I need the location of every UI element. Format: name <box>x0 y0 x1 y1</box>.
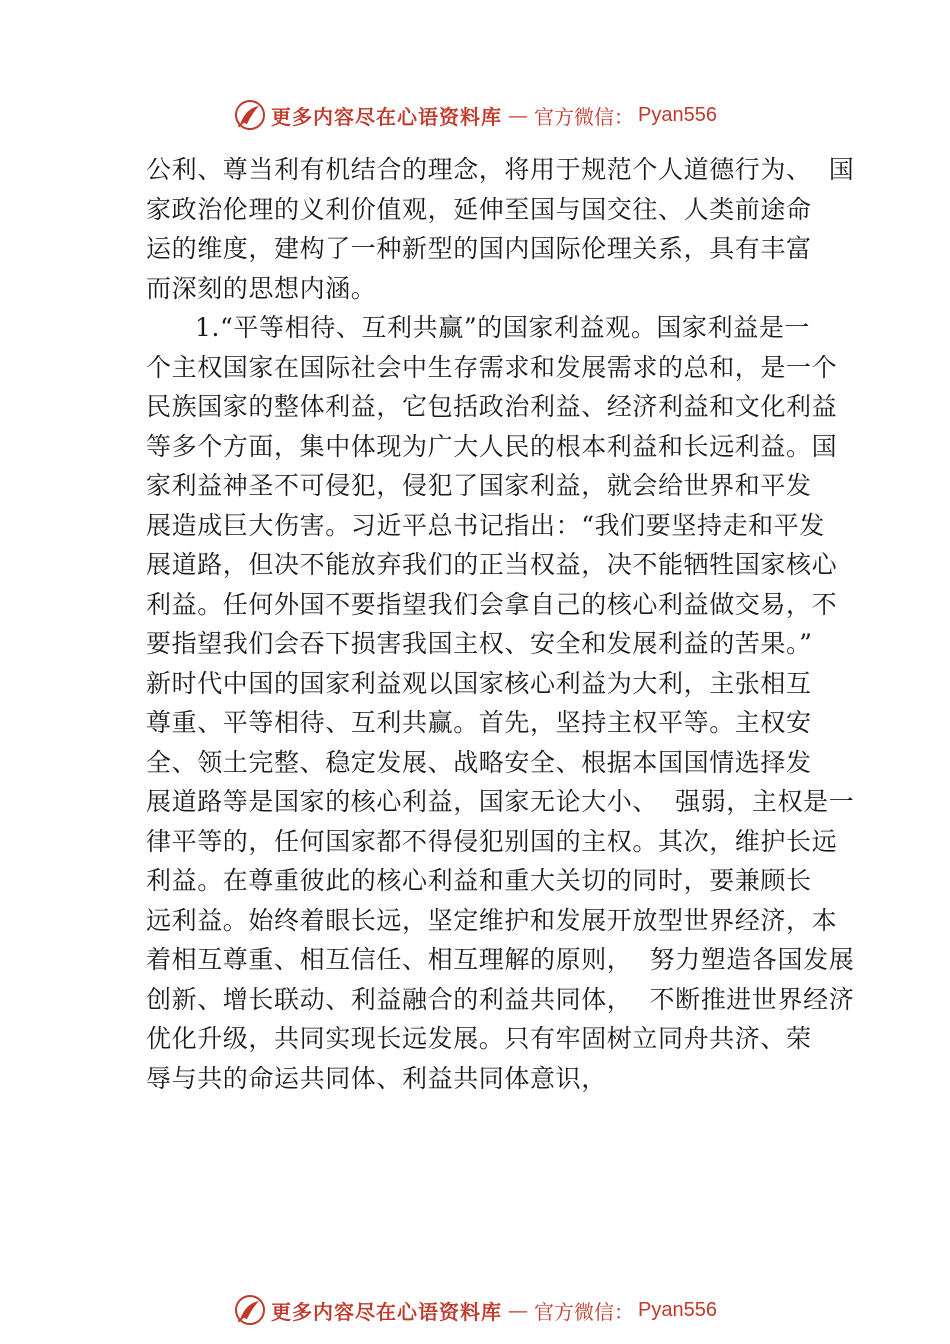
text-line: 家利益神圣不可侵犯，侵犯了国家利益，就会给世界和平发 <box>146 471 812 500</box>
text-line: 利益。任何外国不要指望我们会拿自己的核心利益做交易，不 <box>146 589 838 619</box>
text-line: 展造成巨大伤害。习近平总书记指出：“我们要坚持走和平发 <box>146 510 825 540</box>
paragraph-start-line: 1.“平等相待、互利共赢”的国家利益观。国家利益是一 <box>195 313 811 342</box>
text-line: 运的维度，建构了一种新型的国内国际伦理关系，具有丰富 <box>146 234 812 263</box>
text-line: 辱与共的命运共同体、利益共同体意识， <box>146 1063 607 1093</box>
text-line: 创新、增长联动、利益融合的利益共同体， 不断推进世界经济 <box>146 984 855 1014</box>
footer-wechat-id: Pyan556 <box>638 1298 717 1321</box>
header-banner <box>0 95 950 135</box>
header-wechat-id: Pyan556 <box>638 103 717 126</box>
footer-wechat-label: 官方微信： <box>534 1299 635 1324</box>
text-line: 新时代中国的国家利益观以国家核心利益为大利，主张相互 <box>146 668 812 698</box>
pen-logo-icon <box>233 1293 267 1327</box>
text-line: 远利益。始终着眼长远，坚定维护和发展开放型世界经济，本 <box>146 905 838 935</box>
text-line: 全、领土完整、稳定发展、战略安全、根据本国国情选择发 <box>146 747 812 777</box>
text-line: 公利、尊当利有机结合的理念，将用于规范个人道德行为、 国 <box>146 155 855 184</box>
header-wechat-label: 官方微信： <box>534 104 635 129</box>
text-line: 等多个方面，集中体现为广大人民的根本利益和长远利益。国 <box>146 431 838 461</box>
text-line: 律平等的，任何国家都不得侵犯别国的主权。其次，维护长远 <box>146 826 838 856</box>
text-line: 展道路，但决不能放弃我们的正当权益，决不能牺牲国家核心 <box>146 550 838 579</box>
text-line: 优化升级，共同实现长远发展。只有牢固树立同舟共济、荣 <box>146 1024 812 1053</box>
text-line: 家政治伦理的义利价值观，延伸至国与国交往、人类前途命 <box>146 194 812 224</box>
text-line: 着相互尊重、相互信任、相互理解的原则， 努力塑造各国发展 <box>146 945 855 974</box>
text-line: 尊重、平等相待、互利共赢。首先，坚持主权平等。主权安 <box>146 708 812 737</box>
header-separator: — <box>508 103 529 127</box>
footer-separator: — <box>508 1298 529 1322</box>
document-body <box>146 150 855 1098</box>
text-line: 要指望我们会吞下损害我国主权、安全和发展利益的苦果。” <box>146 629 813 658</box>
text-line: 个主权国家在国际社会中生存需求和发展需求的总和，是一个 <box>146 352 838 382</box>
text-line: 利益。在尊重彼此的核心利益和重大关切的同时，要兼顾长 <box>146 866 812 895</box>
text-line: 民族国家的整体利益，它包括政治利益、经济利益和文化利益 <box>146 392 838 421</box>
text-line: 而深刻的思想内涵。 <box>146 273 377 303</box>
pen-logo-icon <box>233 98 267 132</box>
footer-banner <box>0 1290 950 1330</box>
text-line: 展道路等是国家的核心利益，国家无论大小、 强弱，主权是一 <box>146 787 855 816</box>
header-title: 更多内容尽在心语资料库 <box>271 104 503 129</box>
footer-title: 更多内容尽在心语资料库 <box>271 1299 503 1324</box>
